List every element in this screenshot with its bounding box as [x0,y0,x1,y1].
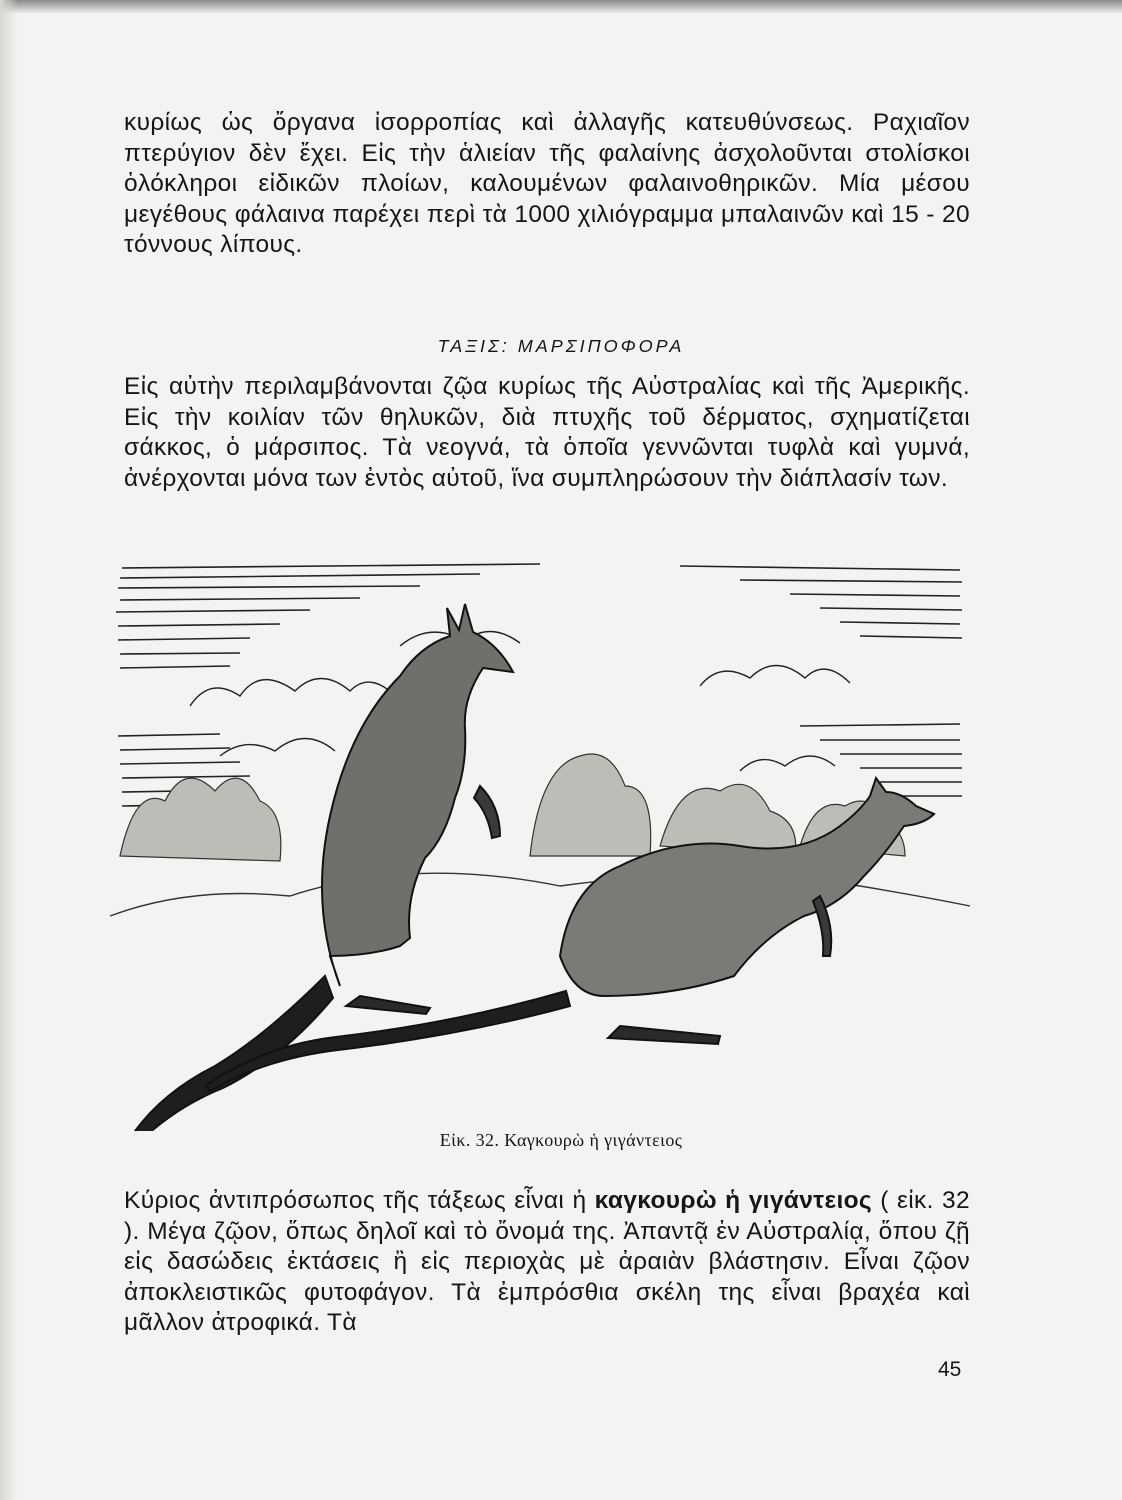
paragraph-marsupials: Εἰς αὐτὴν περιλαμβάνονται ζῷα κυρίως τῆς Αὐστραλίας καὶ τῆς Ἀμερικῆς. Εἰς τὴν κοιλίαν τῶν θηλυκῶν, διὰ πτυχῆς τοῦ δέρματος, σχηματίζεται σάκκος, ὁ μάρσιπος. Τὰ νεογνά, τὰ ὁποῖα γεννῶνται τυφλὰ καὶ γυμνά, ἀνέρχονται μόνα των ἐντὸς αὐτοῦ, ἵνα συμπληρώσουν τὴν διάπλασίν των. [124,373,970,492]
page-number: 45 [938,1358,962,1381]
paragraph-whale-fishing: κυρίως ὡς ὄργανα ἰσορροπίας καὶ ἀλλαγῆς κατευθύνσεως. Ραχιαῖον πτερύγιον δὲν ἔχει. Εἰς τὴν ἁλιείαν τῆς φαλαίνης ἀσχολοῦνται στολίσκοι ὁλόκληροι εἰδικῶν πλοίων, καλουμένων φαλαινοθηρικῶν. Μία μέσου μεγέθους φάλαινα παρέχει περὶ τὰ 1000 χιλιόγραμμα μπαλαινῶν καὶ 15 - 20 τόννους λίπους. [124,109,970,258]
sky-hatching [116,564,962,806]
page-top-shadow [0,0,1122,14]
kangaroo-illustration [100,556,980,1131]
paragraph-giant-kangaroo [124,1186,970,1339]
section-heading-marsupials: ΤΑΞΙΣ: ΜΑΡΣΙΠΟΦΟΡΑ [437,336,685,356]
paragraph-text-start: Κύριος ἀντιπρόσωπος τῆς τάξεως εἶναι ἡ [124,1187,595,1214]
bush-trees [120,754,905,861]
figure-caption: Εἰκ. 32. Καγκουρὼ ἡ γιγάντειος [439,1130,683,1150]
page-left-shadow [0,0,18,1500]
kangaroo-name-bold: καγκουρὼ ἡ γιγάντειος [594,1187,873,1214]
paragraph-text-rest: ( εἰκ. 32 ). Μέγα ζῷον, ὅπως δηλοῖ καὶ τὸ ὄνομά της. Ἀπαντᾷ ἐν Αὐστραλίᾳ, ὅπου ζῇ εἰς δασώδεις ἐκτάσεις ἢ εἰς περιοχὰς μὲ ἀραιὰν βλάστησιν. Εἶναι ζῷον ἀποκλειστικῶς φυτοφάγον. Τὰ ἐμπρόσθια σκέλη της εἶναι βραχέα καὶ μᾶλλον ἀτροφικά. Τὰ [124,1187,970,1336]
clouds [190,631,850,771]
